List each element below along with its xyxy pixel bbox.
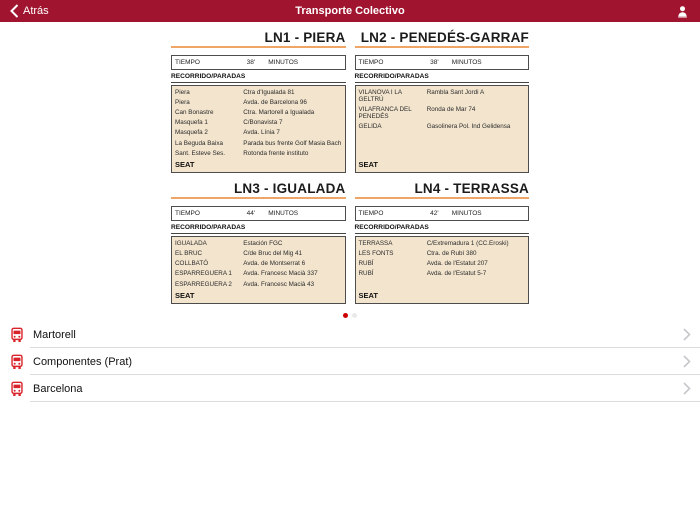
stop-address: Avda. Francesc Macià 337: [243, 270, 318, 278]
stop-name: ESPARREGUERA 2: [175, 280, 232, 288]
stop-address: Avda. Línia 7: [243, 129, 280, 137]
tables-row-2: [171, 181, 529, 304]
destination-list: [0, 321, 700, 402]
stop-address: Rambla Sant Jordi A: [426, 88, 485, 96]
table-row: [172, 279, 345, 289]
table-row: [172, 128, 345, 138]
back-label: Atrás: [23, 5, 49, 17]
table-footer: SEAT: [175, 291, 195, 301]
user-icon: [675, 4, 690, 19]
bus-icon: [10, 381, 24, 397]
table-title: LN3 - IGUALADA: [171, 181, 346, 199]
stop-address: Gasolinera Pol. Ind Gelidensa: [426, 122, 511, 130]
list-item-label: Barcelona: [33, 382, 83, 395]
stop-address: C/de Bruc del Mig 41: [243, 250, 303, 258]
table-ln4: [355, 181, 530, 304]
stop-address: C/Bonavista 7: [243, 119, 283, 127]
table-row: [172, 97, 345, 107]
stop-name: GELIDA: [358, 122, 382, 130]
table-ln3: [171, 181, 346, 304]
stops-table: [171, 236, 346, 304]
table-footer: SEAT: [175, 160, 195, 170]
tiempo-bar: [355, 206, 530, 221]
stop-address: Ctra. de Rubí 380: [426, 250, 477, 258]
tiempo-value: 38': [430, 59, 439, 66]
table-ln1: [171, 30, 346, 173]
table-row: [172, 238, 345, 248]
page-title: Transporte Colectivo: [295, 5, 405, 17]
stop-address: Ctra d'Igualada 81: [243, 88, 295, 96]
chevron-left-icon: [10, 4, 19, 18]
table-row: [356, 269, 529, 279]
list-item-barcelona[interactable]: [0, 375, 700, 402]
tiempo-value: 44': [246, 210, 256, 218]
table-row: [172, 138, 345, 148]
stops-table: [355, 85, 530, 173]
stop-name: RUBÍ: [358, 260, 374, 268]
tiempo-value: 42': [430, 210, 439, 218]
table-row: [356, 87, 529, 104]
stop-name: Piera: [175, 88, 190, 96]
table-footer: SEAT: [358, 160, 378, 170]
chevron-right-icon: [683, 355, 691, 368]
stop-name: Piera: [175, 98, 190, 106]
table-row: [356, 238, 529, 248]
stop-name: Masquefa 2: [175, 129, 208, 137]
page-dot-inactive[interactable]: [352, 313, 357, 318]
stop-address: Avda. Francesc Macià 43: [243, 280, 315, 288]
table-row: [172, 249, 345, 259]
stop-address: Avda. de Barcelona 96: [243, 98, 307, 106]
tiempo-label: TIEMPO: [358, 59, 384, 66]
tiempo-unit: MINUTOS: [268, 59, 299, 66]
stop-address: Ctra. Martorell a Igualada: [243, 108, 315, 116]
table-row: [356, 259, 529, 269]
tiempo-label: TIEMPO: [175, 59, 200, 66]
stop-address: Estación FGC: [243, 239, 283, 247]
stop-name: Sant. Esteve Ses.: [175, 149, 226, 157]
table-title: LN1 - PIERA: [171, 30, 346, 48]
table-ln2: [355, 30, 530, 173]
tiempo-unit: MINUTOS: [451, 210, 482, 218]
stop-name: TERRASSA: [358, 239, 393, 247]
stop-address: C/Extremadura 1 (CC.Eroski): [426, 239, 509, 247]
stop-name: La Beguda Baixa: [175, 139, 223, 147]
table-row: [172, 259, 345, 269]
stop-address: Parada bus frente Golf Masia Bach: [243, 139, 342, 147]
recorrido-header: RECORRIDO/PARADAS: [355, 221, 530, 234]
page-control[interactable]: [0, 313, 700, 318]
user-button[interactable]: [675, 4, 690, 19]
table-row: [172, 87, 345, 97]
stop-name: IGUALADA: [175, 239, 207, 247]
stop-name: VILAFRANCA DEL PENEDÉS: [358, 105, 412, 120]
recorrido-header: RECORRIDO/PARADAS: [355, 70, 530, 83]
page-dot-active[interactable]: [343, 313, 348, 318]
table-title: LN2 - PENEDÉS-GARRAF: [355, 30, 530, 48]
document-page[interactable]: [171, 30, 529, 304]
stop-name: Can Bonastre: [175, 108, 214, 116]
tiempo-bar: [171, 55, 346, 70]
stop-address: Ronda de Mar 74: [426, 105, 476, 113]
list-item-componentes-prat[interactable]: [0, 348, 700, 375]
table-row: [172, 269, 345, 279]
tiempo-bar: [171, 206, 346, 221]
recorrido-header: RECORRIDO/PARADAS: [171, 221, 346, 234]
stop-name: Masquefa 1: [175, 119, 208, 127]
bus-icon: [10, 327, 24, 343]
stop-address: Avda. de l'Estatut 5-7: [426, 270, 487, 278]
table-row: [172, 107, 345, 117]
tiempo-bar: [355, 55, 530, 70]
stops-table: [355, 236, 530, 304]
tiempo-unit: MINUTOS: [451, 59, 482, 66]
tiempo-unit: MINUTOS: [268, 210, 299, 218]
stop-name: VILANOVA I LA GELTRÚ: [358, 88, 402, 103]
chevron-right-icon: [683, 328, 691, 341]
stop-name: COLLBATÓ: [175, 260, 209, 268]
table-row: [172, 148, 345, 158]
tiempo-label: TIEMPO: [358, 210, 384, 218]
stop-address: Rotonda frente instituto: [243, 149, 309, 157]
stop-address: Avda. de Montserrat 6: [243, 260, 306, 268]
stop-name: EL BRUC: [175, 250, 203, 258]
tables-row-1: [171, 30, 529, 173]
stop-name: LES FONTS: [358, 250, 394, 258]
bus-icon: [10, 354, 24, 370]
list-item-martorell[interactable]: [0, 321, 700, 348]
stop-address: Avda. de l'Estatut 207: [426, 260, 488, 268]
table-title: LN4 - TERRASSA: [355, 181, 530, 199]
stop-name: RUBÍ: [358, 270, 374, 278]
stop-name: ESPARREGUERA 1: [175, 270, 232, 278]
tiempo-label: TIEMPO: [175, 210, 200, 218]
table-row: [356, 121, 529, 131]
recorrido-header: RECORRIDO/PARADAS: [171, 70, 346, 83]
list-item-label: Componentes (Prat): [33, 355, 133, 368]
table-row: [172, 118, 345, 128]
chevron-right-icon: [683, 382, 691, 395]
stops-table: [171, 85, 346, 173]
navbar: [0, 0, 700, 22]
table-row: [356, 249, 529, 259]
table-footer: SEAT: [358, 291, 378, 301]
table-row: [356, 104, 529, 121]
back-button[interactable]: [10, 4, 49, 18]
list-item-label: Martorell: [33, 328, 76, 341]
tiempo-value: 38': [246, 59, 256, 66]
